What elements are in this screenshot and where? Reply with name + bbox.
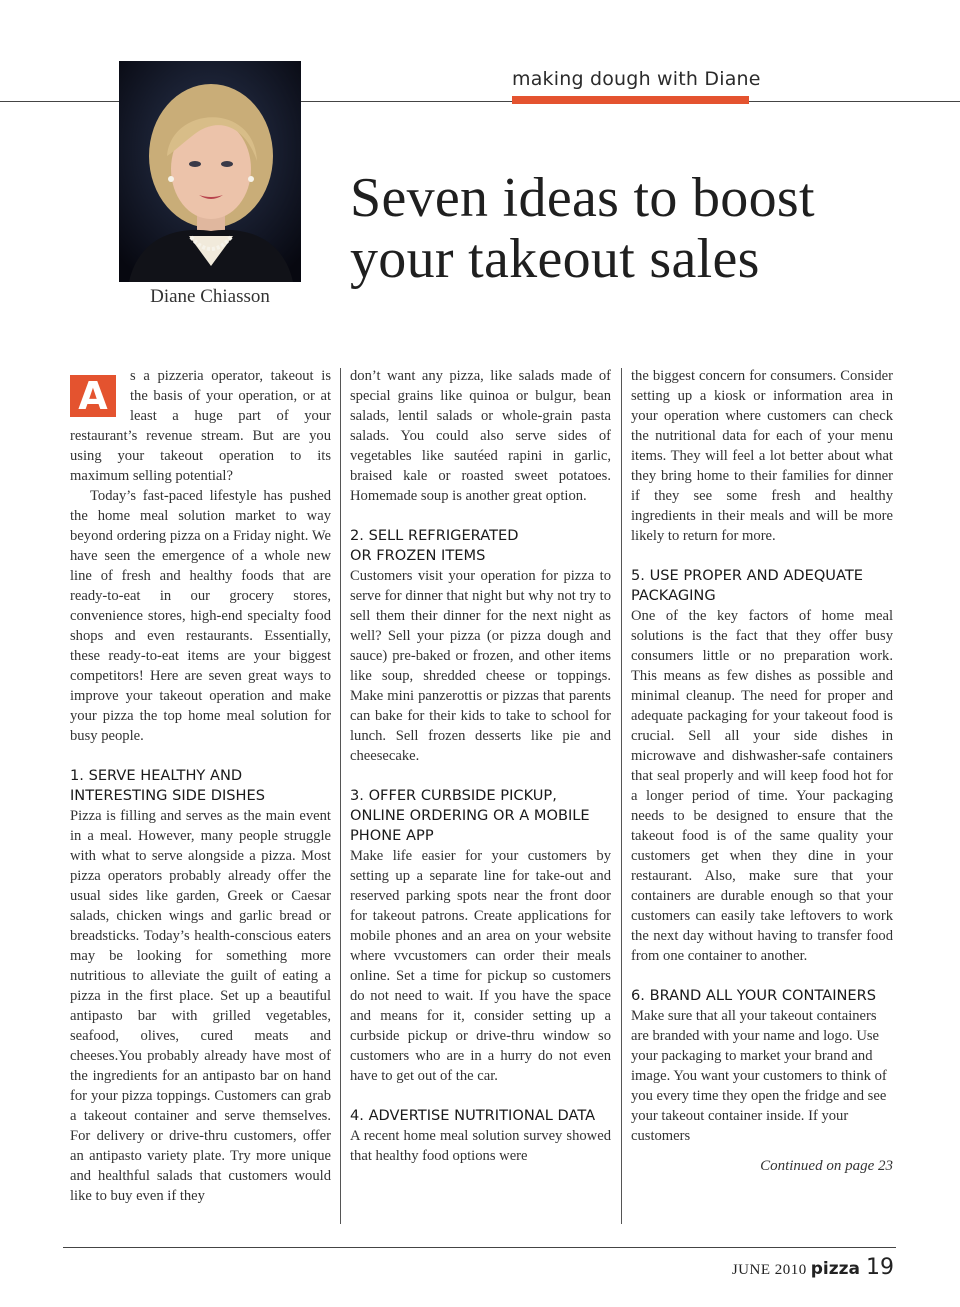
- section-heading-4: 4. ADVERTISE NUTRITIONAL DATA: [350, 1107, 596, 1124]
- body-paragraph: Make sure that all your takeout containers are branded with your name and logo. Use your packaging to market your brand and image. You want your customers to think of you every time they open the fridge and see your takeout container inside. If your customers: [631, 1008, 887, 1144]
- body-paragraph: Today’s fast-paced lifestyle has pushed the home meal solution market to way beyond ordering pizza on a Friday night. We have seen the emergence of a whole new line of fresh and healthy foods that are ready-to-eat in our grocery stores, convenience stores, high-end specialty food shops and even restaurants. Essentially, these ready-to-eat items are your biggest competitors! Here are seven great ways to improve your takeout operation and make your pizza the top home meal solution for busy people.: [70, 488, 331, 744]
- article-column-2: [350, 366, 611, 1166]
- section-heading-5: [631, 566, 893, 606]
- author-name-caption: Diane Chiasson: [150, 286, 270, 307]
- headline-line-1: Seven ideas to boost: [350, 167, 815, 229]
- body-paragraph: One of the key factors of home meal solutions is the fact that they offer busy consumers little or no preparation work. This means as few dishes as possible and minimal cleanup. The need for proper and adequate packaging for your takeout food is crucial. Sell all your side dishes in microwave and dishwasher-safe containers that seal properly and will keep food hot for a longer period of time. Your packaging needs to be designed to ensure that the takeout food is of the same quality your customers get when they dine in your restaurant. Also, make sure that your containers are durable enough so that your customers can easily take leftovers to work the next day without having to transfer food from one container to another.: [631, 608, 893, 964]
- section-heading-6: 6. BRAND ALL YOUR CONTAINERS: [631, 987, 877, 1004]
- section-heading-2: [350, 526, 611, 566]
- section-heading-1: [70, 766, 331, 806]
- author-photo: [119, 61, 301, 282]
- section-heading-1-line-1: 1. SERVE HEALTHY AND: [70, 767, 243, 784]
- intro-paragraph: s a pizzeria operator, takeout is the basis of your operation, or at least a huge part of your restaurant’s revenue stream. But are you using your takeout operation to its maximum selling potential?: [70, 368, 331, 484]
- section-heading-3: [350, 786, 611, 846]
- body-paragraph: Make life easier for your customers by setting up a separate line for take-out and reserved parking spots near the front door for takeout patrons. Create applications for mobile phones and an area on your website where vvcustomers can order their meals online. Set a time for pickup so customers do not need to wait. If you have the space and means for it, consider setting up a curbside pickup or drive-thru window so customers who are in a hurry do not even have to get out of the car.: [350, 848, 611, 1084]
- section-heading-5-line-2: PACKAGING: [631, 587, 716, 604]
- issue-date: JUNE 2010: [731, 1262, 807, 1278]
- page-number: 19: [866, 1255, 894, 1280]
- page-folio: [732, 1255, 894, 1280]
- body-paragraph: Customers visit your operation for pizza to serve for dinner that night but why not try to sell them their dinner for the next night as well? Sell your pizza (or pizza dough and sauce) pre-baked or frozen, and other items like soup, shredded cheese or toppings. Make mini panzerottis or pizzas that parents can bake for their kids to take to school for lunch. Sell frozen desserts like pie and cheesecake.: [350, 568, 611, 764]
- section-heading-3-line-2: ONLINE ORDERING OR A MOBILE: [350, 807, 590, 824]
- article-headline: [350, 168, 930, 290]
- body-paragraph: Pizza is filling and serves as the main event in a meal. However, many people struggle with what to serve alongside a pizza. Most pizza operators probably already offer the usual sides like garden, Greek or Caesar salads, chicken wings and garlic bread or breadsticks. Today’s health-conscious eaters may be looking for something more nutritious to alleviate the guilt of eating a pizza in the first place. Set up a beautiful antipasto bar with grilled vegetables, seafood, olives, cured meats and cheeses.You probably already have most of the ingredients for an antipasto bar on hand for your pizza toppings. Customers can grab a takeout container and serve themselves. For delivery or drive-thru customers, offer an antipasto variety plate. Try more unique and healthful salads that customers would like to buy even if they: [70, 808, 331, 1204]
- headline-line-2: your takeout sales: [350, 228, 760, 290]
- body-paragraph: A recent home meal solution survey showed that healthy food options were: [350, 1128, 611, 1164]
- footer-rule: [63, 1247, 896, 1248]
- author-portrait-illustration: [119, 61, 301, 282]
- kicker-accent-bar: [512, 96, 749, 104]
- drop-cap: A: [70, 375, 116, 417]
- body-paragraph: the biggest concern for consumers. Consider setting up a kiosk or information area in your operation where customers can check the nutritional data for each of your menu items. They will feel a lot better about what they bring home to their families for dinner if they see some fresh and healthy ingredients in their meals and will be more likely to return for more.: [631, 368, 893, 544]
- section-heading-1-line-2: INTERESTING SIDE DISHES: [70, 787, 265, 804]
- magazine-name: pizza: [810, 1259, 860, 1279]
- article-column-1: [70, 366, 331, 1206]
- section-heading-5-line-1: 5. USE PROPER AND ADEQUATE: [631, 567, 863, 584]
- section-heading-3-line-3: PHONE APP: [350, 827, 434, 844]
- column-kicker: making dough with Diane: [512, 68, 761, 90]
- column-divider: [340, 368, 341, 1224]
- column-divider: [621, 368, 622, 1224]
- section-heading-3-line-1: 3. OFFER CURBSIDE PICKUP,: [350, 787, 557, 804]
- continued-on-page-link[interactable]: Continued on page 23: [760, 1158, 893, 1174]
- section-heading-2-line-1: 2. SELL REFRIGERATED: [350, 527, 519, 544]
- section-heading-2-line-2: OR FROZEN ITEMS: [350, 547, 486, 564]
- article-column-3: [631, 366, 893, 1176]
- body-paragraph: don’t want any pizza, like salads made of special grains like quinoa or bulgur, bean salads, lentil salads or whole-grain pasta salads. You could also serve sides of vegetables like sautéed rapini in garlic, braised kale or roasted sweet potatoes. Homemade soup is another great option.: [350, 368, 611, 504]
